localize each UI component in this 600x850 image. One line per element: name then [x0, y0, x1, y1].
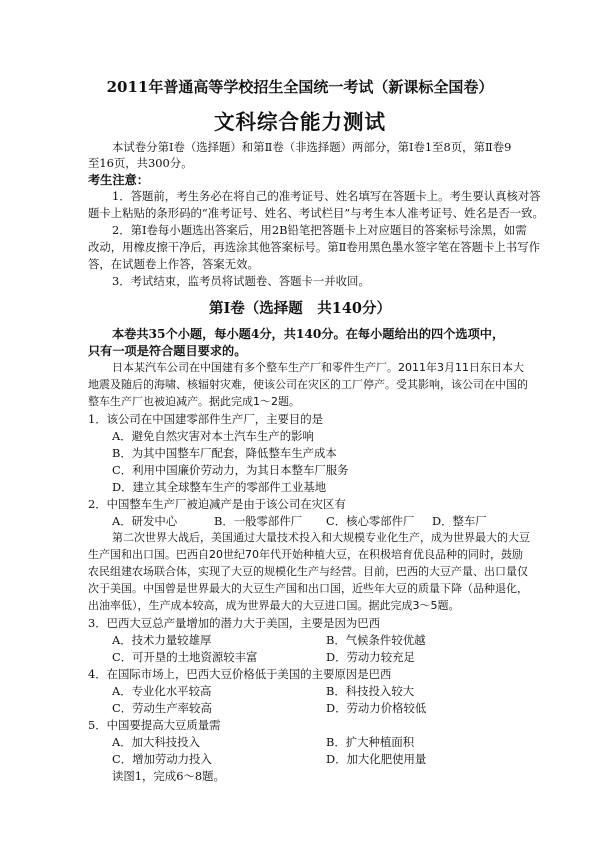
- question-1-stem: 1．该公司在中国建零部件生产厂，主要目的是: [88, 412, 324, 426]
- question-1-option-c: C．利用中国廉价劳动力，为其日本整车厂服务: [112, 463, 349, 477]
- question-1-option-b: B．为其中国整车厂配套，降低整车生产成本: [112, 446, 337, 460]
- question-4-option-c: C．劳动生产率较高: [112, 701, 212, 715]
- question-1-option-a: A．避免自然灾害对本土汽车生产的影响: [112, 429, 314, 443]
- section-instruction-2: 只有一项是符合题目要求的。: [88, 344, 247, 358]
- question-4-option-d: D．劳动力价格较低: [326, 701, 427, 715]
- passage-1-line: 日本某汽车公司在中国建有多个整车生产厂和零件生产厂。2011年3月11日东日本大: [112, 361, 524, 374]
- exam-title: 2011年普通高等学校招生全国统一考试（新课标全国卷）: [106, 78, 494, 96]
- question-2-stem: 2．中国整车生产厂被迫减产是由于该公司在灾区有: [88, 497, 346, 511]
- question-5-option-b: B．扩大种植面积: [326, 735, 415, 749]
- passage-2-line: 次于美国。中国曾是世界最大的大豆生产国和出口国，近些年大豆的质量下降（品种退化，: [88, 582, 528, 595]
- intro-line-1: 本试卷分第Ⅰ卷（选择题）和第Ⅱ卷（非选择题）两部分，第Ⅰ卷1至8页，第Ⅱ卷9: [112, 140, 512, 154]
- figure-instruction: 读图1，完成6～8题。: [112, 769, 225, 783]
- question-3-option-c: C．可开垦的土地资源较丰富: [112, 650, 258, 664]
- question-3-stem: 3．巴西大豆总产量增加的潜力大于美国，主要是因为巴西: [88, 616, 381, 630]
- passage-1-line: 整车生产厂也被迫减产。据此完成1～2题。: [88, 395, 300, 408]
- notice-line: 1．答题前，考生务必在将自己的准考证号、姓名填写在答题卡上。考生要认真核对答: [112, 189, 541, 203]
- question-5-option-c: C．增加劳动力投入: [112, 752, 212, 766]
- notice-heading: 考生注意：: [88, 173, 149, 187]
- question-3-option-d: D．劳动力较充足: [326, 650, 415, 664]
- passage-2-line: 生产国和出口国。巴西自20世纪70年代开始种植大豆，在积极培育优良品种的同时，鼓励: [88, 548, 523, 561]
- question-5-option-d: D．加大化肥使用量: [326, 752, 427, 766]
- passage-1-line: 地震及随后的海啸、核辐射灾难，使该公司在灾区的工厂停产。受其影响，该公司在中国的: [88, 378, 528, 391]
- intro-line-2: 至16页，共300分。: [88, 156, 193, 170]
- notice-line: 改动，用橡皮擦干净后，再选涂其他答案标号。第Ⅱ卷用黑色墨水签字笔在答题卡上书写作: [88, 240, 540, 254]
- question-3-option-b: B．气候条件较优越: [326, 633, 426, 647]
- notice-line: 答，在试题卷上作答，答案无效。: [88, 257, 259, 271]
- question-3-option-a: A．技术力量较雄厚: [112, 633, 212, 647]
- notice-line: 题卡上粘贴的条形码的“准考证号、姓名、考试栏目”与考生本人准考证号、姓名是否一致。: [88, 206, 544, 220]
- question-2-option-c: C．核心零部件厂: [326, 514, 415, 528]
- question-2-option-a: A．研发中心: [112, 514, 178, 528]
- question-4-option-a: A．专业化水平较高: [112, 684, 212, 698]
- notice-line: 3．考试结束，监考员将试题卷、答题卡一并收回。: [112, 274, 370, 288]
- subject-title: 文科综合能力测试: [214, 110, 386, 134]
- question-2-option-d: D．整车厂: [432, 514, 487, 528]
- passage-2-line: 出油率低），生产成本较高，成为世界最大的大豆进口国。据此完成3～5题。: [88, 599, 460, 612]
- question-5-option-a: A．加大科技投入: [112, 735, 200, 749]
- question-4-option-b: B．科技投入较大: [326, 684, 415, 698]
- section-title: 第Ⅰ卷（选择题 共140分）: [208, 300, 392, 317]
- question-4-stem: 4．在国际市场上，巴西大豆价格低于美国的主要原因是巴西: [88, 667, 392, 681]
- question-2-option-b: B．一般零部件厂: [214, 514, 303, 528]
- passage-2-line: 第二次世界大战后，美国通过大量技术投入和大规模专业化生产，成为世界最大的大豆: [112, 531, 530, 544]
- question-1-option-d: D．建立其全球整车生产的零部件工业基地: [112, 480, 327, 494]
- notice-line: 2．第Ⅰ卷每小题选出答案后，用2B铅笔把答题卡上对应题目的答案标号涂黑，如需: [112, 223, 527, 237]
- passage-2-line: 农民组建农场联合体，实现了大豆的规模化生产与经营。目前，巴西的大豆产量、出口量仅: [88, 565, 528, 578]
- section-instruction-1: 本卷共35个小题，每小题4分，共140分。在每小题给出的四个选项中，: [112, 327, 505, 341]
- question-5-stem: 5．中国要提高大豆质量需: [88, 718, 221, 732]
